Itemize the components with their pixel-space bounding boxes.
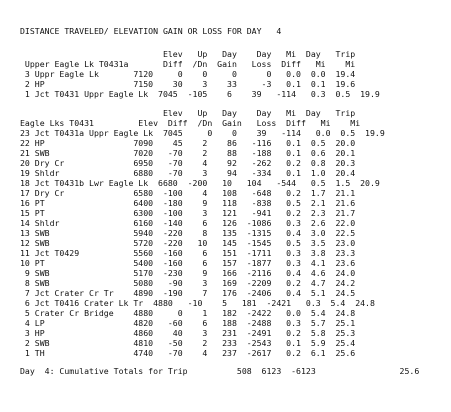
table-row: 18 Jct T0431b Lwr Eagle Lk 6680 -200 10 104 -544 0.5 1.5 20.9 — [20, 178, 380, 188]
table-row: 20 Dry Cr 6950 -70 4 92 -262 0.2 0.8 20.3 — [20, 158, 356, 168]
cumulative-totals-line: Day 4: Cumulative Totals for Trip 508 6123 -6123 25.6 — [20, 366, 420, 376]
table-row: 7 Jct Crater Cr Tr 4890 -190 7 176 -2406 0.4 5.1 24.5 — [20, 288, 356, 298]
table-row: 2 HP 7150 30 3 33 -3 0.1 0.1 19.6 — [20, 79, 356, 89]
table-row: 16 PT 6400 -180 9 118 -838 0.5 2.1 21.6 — [20, 198, 356, 208]
table-row: 8 SWB 5080 -90 3 169 -2209 0.2 4.7 24.2 — [20, 278, 356, 288]
table-row: 1 TH 4740 -70 4 237 -2617 0.2 6.1 25.6 — [20, 348, 356, 358]
table-row: 14 Shldr 6160 -140 6 126 -1086 0.3 2.6 22.0 — [20, 218, 356, 228]
lower-section-header-2: Eagle Lks T0431 Elev Diff /Dn Gain Loss Diff Mi Mi — [20, 118, 361, 128]
table-row: 13 SWB 5940 -220 8 135 -1315 0.4 3.0 22.5 — [20, 228, 356, 238]
table-row: 6 Jct T0416 Crater Lk Tr 4880 -10 5 181 -2421 0.3 5.4 24.8 — [20, 298, 375, 308]
table-row: 12 SWB 5720 -220 10 145 -1545 0.5 3.5 23.0 — [20, 238, 356, 248]
table-row: 21 SWB 7020 -70 2 88 -188 0.1 0.6 20.1 — [20, 148, 356, 158]
upper-section-header-1: Elev Up Day Day Mi Day Trip — [20, 49, 356, 59]
table-row: 10 PT 5400 -160 6 157 -1877 0.3 4.1 23.6 — [20, 258, 356, 268]
table-row: 15 PT 6300 -100 3 121 -941 0.2 2.3 21.7 — [20, 208, 356, 218]
table-row: 3 Uppr Eagle Lk 7120 0 0 0 0 0.0 0.0 19.4 — [20, 69, 356, 79]
upper-section-header-2: Upper Eagle Lk T0431a Diff /Dn Gain Loss Diff Mi Mi — [20, 59, 356, 69]
table-row: 4 LP 4820 -60 6 188 -2488 0.3 5.7 25.1 — [20, 318, 356, 328]
table-row: 23 Jct T0431a Uppr Eagle Lk 7045 0 0 39 -114 0.0 0.5 19.9 — [20, 128, 385, 138]
table-row: 2 SWB 4810 -50 2 233 -2543 0.1 5.9 25.4 — [20, 338, 356, 348]
table-row: 17 Dry Cr 6580 -100 4 108 -648 0.2 1.7 21.1 — [20, 188, 356, 198]
table-row: 11 Jct T0429 5560 -160 6 151 -1711 0.3 3.8 23.3 — [20, 248, 356, 258]
table-row: 1 Jct T0431 Uppr Eagle Lk 7045 -105 6 39 -114 0.3 0.5 19.9 — [20, 89, 380, 99]
table-row: 9 SWB 5170 -230 9 166 -2116 0.4 4.6 24.0 — [20, 268, 356, 278]
table-row: 5 Crater Cr Bridge 4880 0 1 182 -2422 0.0 5.4 24.8 — [20, 308, 356, 318]
table-row: 19 Shldr 6880 -70 3 94 -334 0.1 1.0 20.4 — [20, 168, 356, 178]
table-row: 3 HP 4860 40 3 231 -2491 0.2 5.8 25.3 — [20, 328, 356, 338]
lower-section-header-1: Elev Up Day Day Mi Day Trip — [20, 108, 356, 118]
table-row: 22 HP 7090 45 2 86 -116 0.1 0.5 20.0 — [20, 138, 356, 148]
report-title: DISTANCE TRAVELED/ ELEVATION GAIN OR LOSS FOR DAY 4 — [20, 26, 282, 36]
